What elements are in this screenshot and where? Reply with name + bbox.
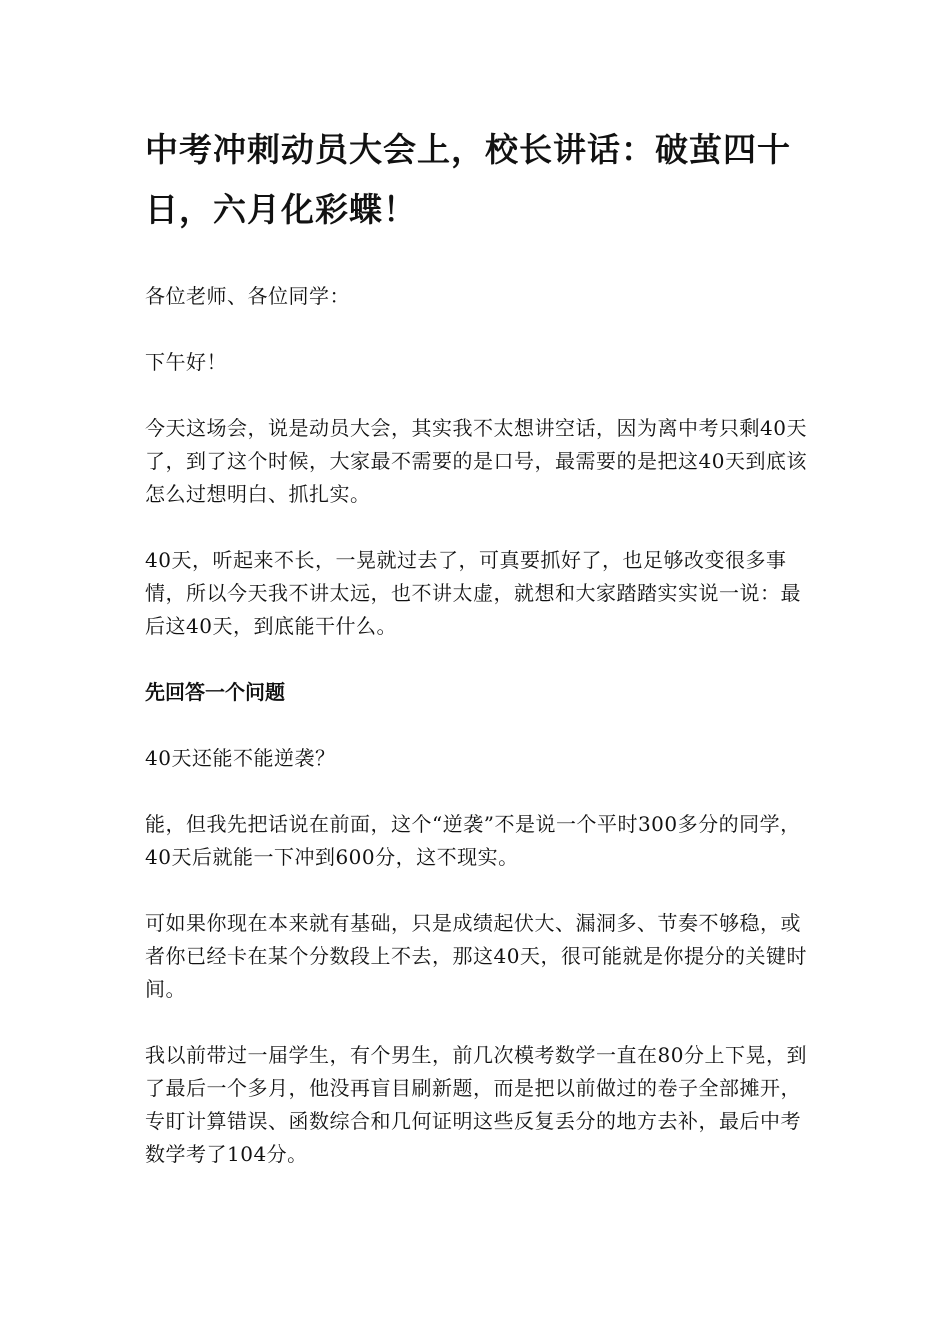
paragraph-5: 我以前带过一届学生，有个男生，前几次模考数学一直在80分上下晃，到了最后一个多月，他没再盲目刷新题，而是把以前做过的卷子全部摊开，专盯计算错误、函数综合和几何证明这些反复丢分的地方去补，最后中考数学考了104分。 (145, 1043, 807, 1166)
salutation: 各位老师、各位同学： (145, 284, 350, 308)
paragraph-4: 可如果你现在本来就有基础，只是成绩起伏大、漏洞多、节奏不够稳，或者你已经卡在某个分数段上不去，那这40天，很可能就是你提分的关键时间。 (145, 911, 807, 1001)
paragraph-3: 能，但我先把话说在前面，这个“逆袭”不是说一个平时300多分的同学，40天后就能一下冲到600分，这不现实。 (145, 812, 801, 869)
document-title: 中考冲刺动员大会上，校长讲话：破茧四十日，六月化彩蝶！ (145, 130, 791, 229)
greeting: 下午好！ (145, 350, 227, 374)
paragraph-1: 今天这场会，说是动员大会，其实我不太想讲空话，因为离中考只剩40天了，到了这个时候，大家最不需要的是口号，最需要的是把这40天到底该怎么过想明白、抓扎实。 (145, 416, 807, 506)
paragraph-2: 40天，听起来不长，一晃就过去了，可真要抓好了，也足够改变很多事情，所以今天我不讲太远，也不讲太虚，就想和大家踏踏实实说一说：最后这40天，到底能干什么。 (145, 548, 801, 638)
section-heading: 先回答一个问题 (145, 680, 285, 704)
question: 40天还能不能逆袭？ (145, 746, 336, 770)
document-page (145, 120, 810, 1204)
